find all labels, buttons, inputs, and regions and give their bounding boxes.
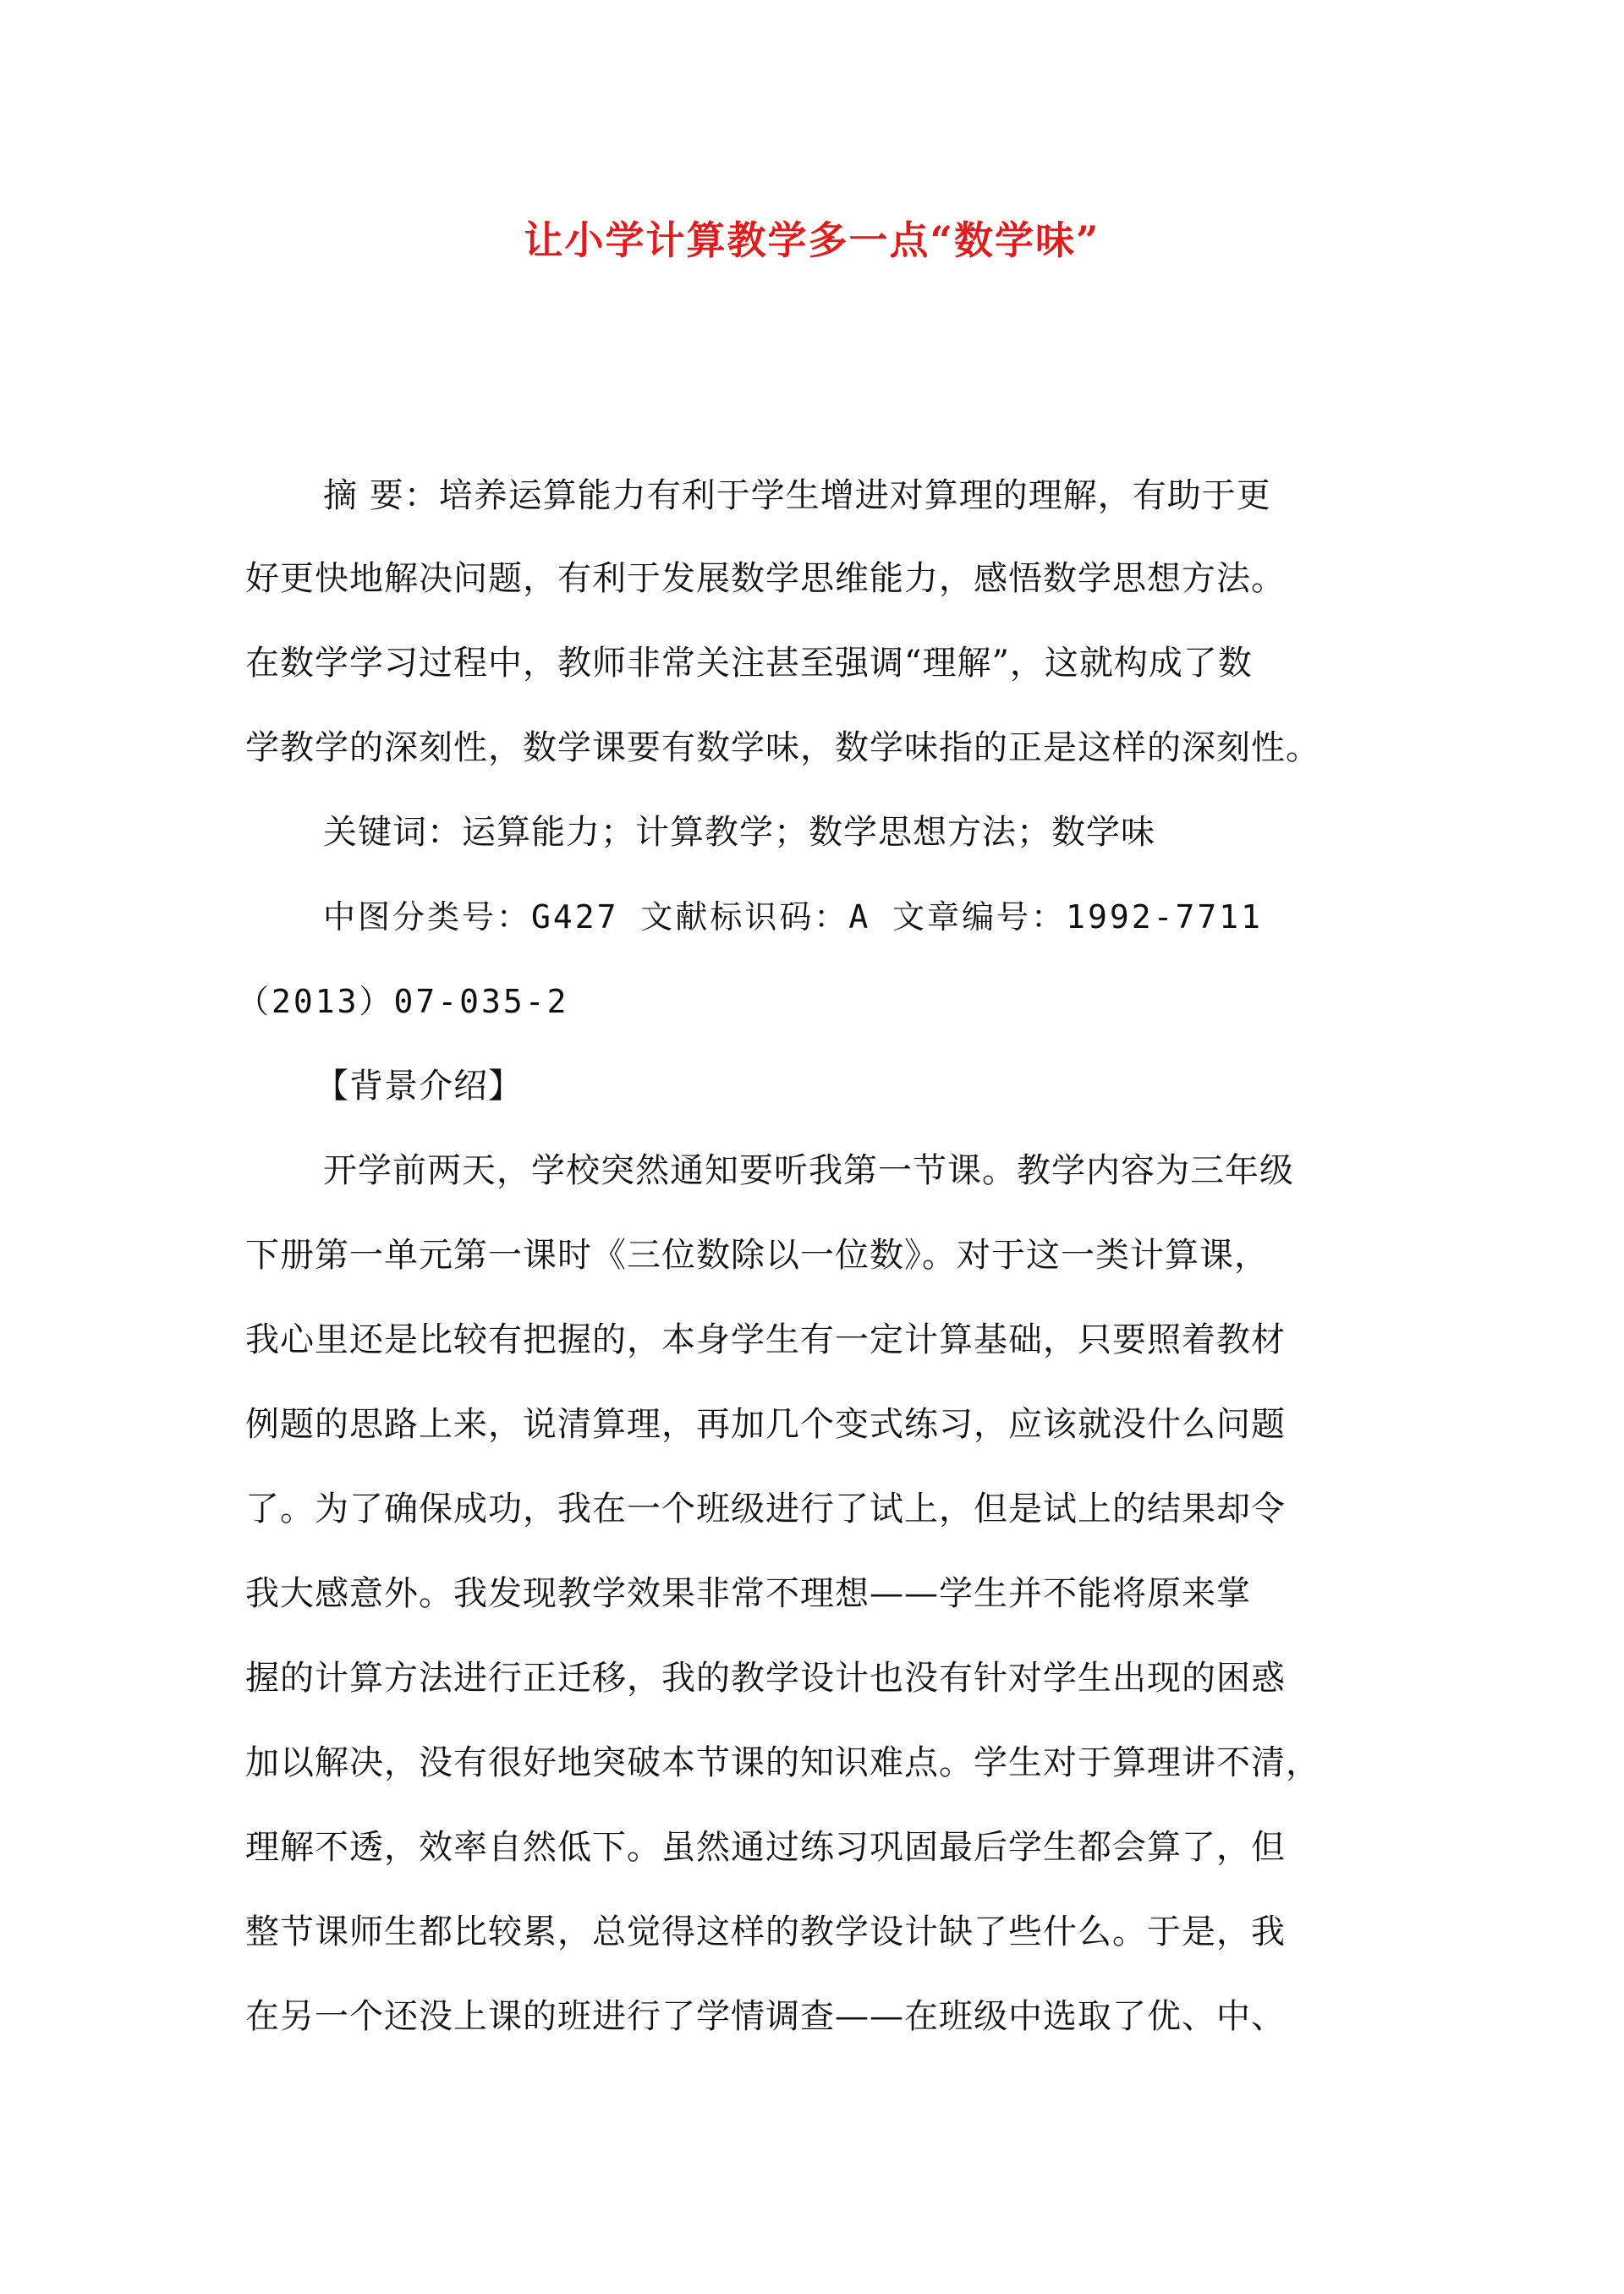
body-line-2: 下册第一单元第一课时《三位数除以一位数》。对于这一类计算课， <box>245 1236 1269 1275</box>
body-line-1: 开学前两天，学校突然通知要听我第一节课。教学内容为三年级 <box>323 1151 1294 1190</box>
abstract-line-2: 好更快地解决问题，有利于发展数学思维能力，感悟数学思想方法。 <box>245 559 1286 598</box>
body-line-11: 在另一个还没上课的班进行了学情调查——在班级中选取了优、中、 <box>245 1997 1286 2036</box>
body-line-5: 了。为了确保成功，我在一个班级进行了试上，但是试上的结果却令 <box>245 1490 1286 1528</box>
body-line-6: 我大感意外。我发现教学效果非常不理想——学生并不能将原来掌 <box>245 1574 1251 1613</box>
abstract-line-4: 学教学的深刻性，数学课要有数学味，数学味指的正是这样的深刻性。 <box>245 728 1320 767</box>
keywords-line: 关键词：运算能力；计算教学；数学思想方法；数学味 <box>323 813 1155 852</box>
body-line-10: 整节课师生都比较累，总觉得这样的教学设计缺了些什么。于是，我 <box>245 1913 1286 1951</box>
document-title: 让小学计算教学多一点“数学味” <box>524 217 1100 263</box>
body-line-3: 我心里还是比较有把握的，本身学生有一定计算基础，只要照着教材 <box>245 1320 1286 1359</box>
body-line-8: 加以解决，没有很好地突破本节课的知识难点。学生对于算理讲不清， <box>245 1743 1320 1782</box>
classification-line-2: （2013）07-035-2 <box>237 983 569 1020</box>
body-line-4: 例题的思路上来，说清算理，再加几个变式练习，应该就没什么问题 <box>245 1405 1286 1444</box>
abstract-line-1: 摘 要：培养运算能力有利于学生增进对算理的理解，有助于更 <box>323 476 1271 515</box>
section-heading: 【背景介绍】 <box>315 1067 523 1106</box>
body-line-7: 握的计算方法进行正迁移，我的教学设计也没有针对学生出现的困惑 <box>245 1659 1286 1698</box>
body-line-9: 理解不透，效率自然低下。虽然通过练习巩固最后学生都会算了，但 <box>245 1828 1286 1867</box>
classification-line-1: 中图分类号：G427 文献标识码：A 文章编号：1992-7711 <box>323 898 1264 936</box>
abstract-line-3: 在数学学习过程中，教师非常关注甚至强调“理解”，这就构成了数 <box>245 644 1253 683</box>
